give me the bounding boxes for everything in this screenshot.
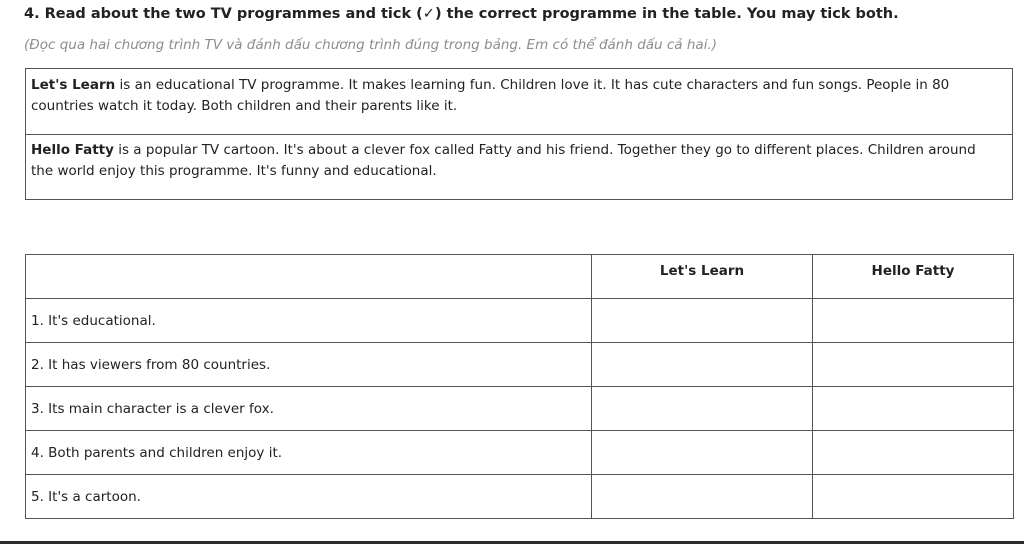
table-row (26, 387, 1014, 431)
tick-cell-hello-fatty[interactable] (813, 431, 1014, 475)
tick-cell-hello-fatty[interactable] (813, 387, 1014, 431)
exercise-translation: (Đọc qua hai chương trình TV và đánh dấu chương trình đúng trong bảng. Em có thể đánh dấu cả hai.) (24, 37, 718, 53)
tick-cell-hello-fatty[interactable] (813, 299, 1014, 343)
table-header-row (26, 255, 1014, 299)
tick-cell-hello-fatty[interactable] (813, 475, 1014, 519)
header-statement (26, 255, 592, 299)
passages-box (25, 68, 1013, 200)
statement-cell: 3. Its main character is a clever fox. (26, 387, 592, 431)
tick-cell-lets-learn[interactable] (592, 387, 813, 431)
table-row (26, 431, 1014, 475)
statement-cell: 4. Both parents and children enjoy it. (26, 431, 592, 475)
tick-cell-hello-fatty[interactable] (813, 343, 1014, 387)
exercise-title: 4. Read about the two TV programmes and tick (✓) the correct programme in the table. You may tick both. (24, 6, 899, 22)
passage-lets-learn (26, 75, 1012, 135)
header-hello-fatty: Hello Fatty (813, 255, 1014, 299)
passage-hello-fatty-text: is a popular TV cartoon. It's about a clever fox called Fatty and his friend. Together they go to different places. Children around the world enjoy this programme. It's funny and educational. (31, 142, 976, 179)
table-row (26, 475, 1014, 519)
passage-hello-fatty (26, 140, 1012, 182)
tick-cell-lets-learn[interactable] (592, 475, 813, 519)
tick-table (25, 254, 1014, 519)
header-lets-learn: Let's Learn (592, 255, 813, 299)
tick-cell-lets-learn[interactable] (592, 299, 813, 343)
passage-lets-learn-text: is an educational TV programme. It makes learning fun. Children love it. It has cute characters and fun songs. People in 80 countries watch it today. Both children and their parents like it. (31, 77, 950, 114)
passage-hello-fatty-name: Hello Fatty (31, 142, 114, 158)
table-row (26, 299, 1014, 343)
table-row (26, 343, 1014, 387)
statement-cell: 1. It's educational. (26, 299, 592, 343)
statement-cell: 5. It's a cartoon. (26, 475, 592, 519)
tick-cell-lets-learn[interactable] (592, 431, 813, 475)
statement-cell: 2. It has viewers from 80 countries. (26, 343, 592, 387)
passage-lets-learn-name: Let's Learn (31, 77, 116, 93)
tick-cell-lets-learn[interactable] (592, 343, 813, 387)
